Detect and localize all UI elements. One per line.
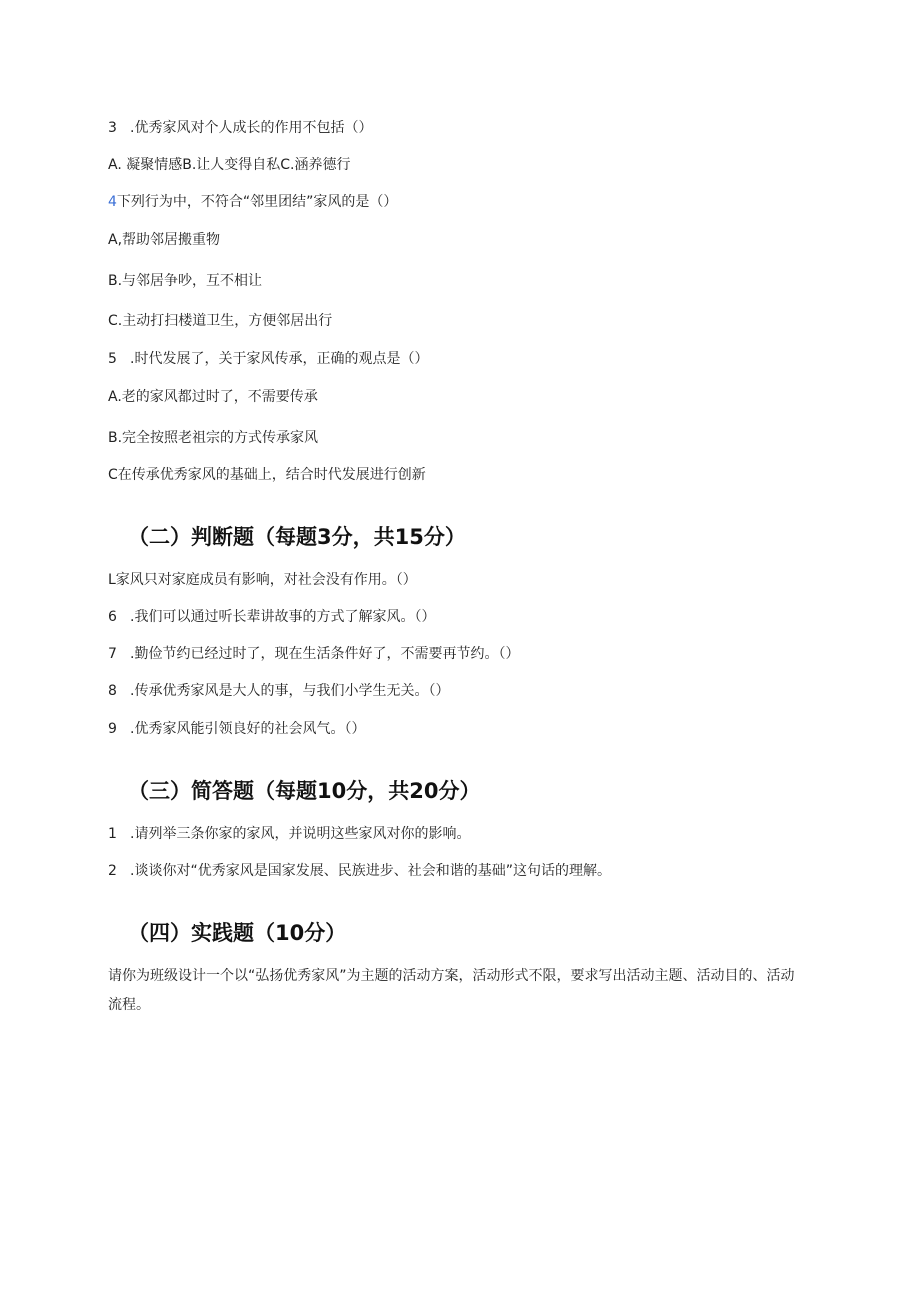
question-4-option-c: C.主动打扫楼道卫生，方便邻居出行: [108, 313, 333, 329]
section-heading-short: （三）简答题（每题10分，共20分）: [128, 779, 481, 803]
question-5-option-c: C在传承优秀家风的基础上，结合时代发展进行创新: [108, 467, 426, 483]
question-5-option-a: A.老的家风都过时了，不需要传承: [108, 389, 318, 405]
question-5-option-b: B.完全按照老祖宗的方式传承家风: [108, 430, 319, 446]
judge-item: [108, 720, 365, 738]
short-item-number: 1: [108, 826, 117, 842]
short-item: [108, 825, 470, 843]
short-item: [108, 862, 611, 880]
short-item-text: .谈谈你对“优秀家风是国家发展、民族进步、社会和谐的基础”这句话的理解。: [130, 863, 611, 879]
section-heading-practice: （四）实践题（10分）: [128, 921, 347, 945]
judge-item-text: L家风只对家庭成员有影响，对社会没有作用。（）: [108, 572, 417, 588]
judge-item: [108, 682, 449, 700]
judge-item: [108, 608, 435, 626]
question-3: [108, 119, 372, 137]
question-4: [108, 193, 397, 211]
judge-item: [108, 571, 417, 589]
question-5: [108, 350, 428, 368]
judge-item-number: 9: [108, 721, 117, 737]
question-number: 5: [108, 351, 117, 367]
question-number: 4: [108, 194, 117, 210]
judge-item-text: .传承优秀家风是大人的事，与我们小学生无关。（）: [130, 683, 450, 699]
question-text: 下列行为中，不符合“邻里团结”家风的是（）: [116, 194, 398, 210]
practice-text: 请你为班级设计一个以“弘扬优秀家风”为主题的活动方案，活动形式不限，要求写出活动主题、活动目的、活动流程。: [108, 968, 795, 1013]
section-heading-judge: （二）判断题（每题3分，共15分）: [128, 525, 466, 549]
judge-item: [108, 645, 519, 663]
judge-item-text: .勤俭节约已经过时了，现在生活条件好了，不需要再节约。（）: [130, 646, 520, 662]
question-4-option-a: A,帮助邻居搬重物: [108, 232, 221, 248]
judge-item-number: 6: [108, 609, 117, 625]
question-number: 3: [108, 120, 117, 136]
short-item-number: 2: [108, 863, 117, 879]
question-4-option-b: B.与邻居争吵，互不相让: [108, 273, 263, 289]
question-text: .优秀家风对个人成长的作用不包括（）: [130, 120, 373, 136]
question-text: .时代发展了，关于家风传承，正确的观点是（）: [130, 351, 429, 367]
short-item-text: .请列举三条你家的家风，并说明这些家风对你的影响。: [130, 826, 471, 842]
judge-item-number: 7: [108, 646, 117, 662]
question-3-options: A. 凝聚情感B.让人变得自私C.涵养德行: [108, 157, 351, 173]
judge-item-text: .我们可以通过听长辈讲故事的方式了解家风。（）: [130, 609, 436, 625]
judge-item-number: 8: [108, 683, 117, 699]
judge-item-text: .优秀家风能引领良好的社会风气。（）: [130, 721, 366, 737]
